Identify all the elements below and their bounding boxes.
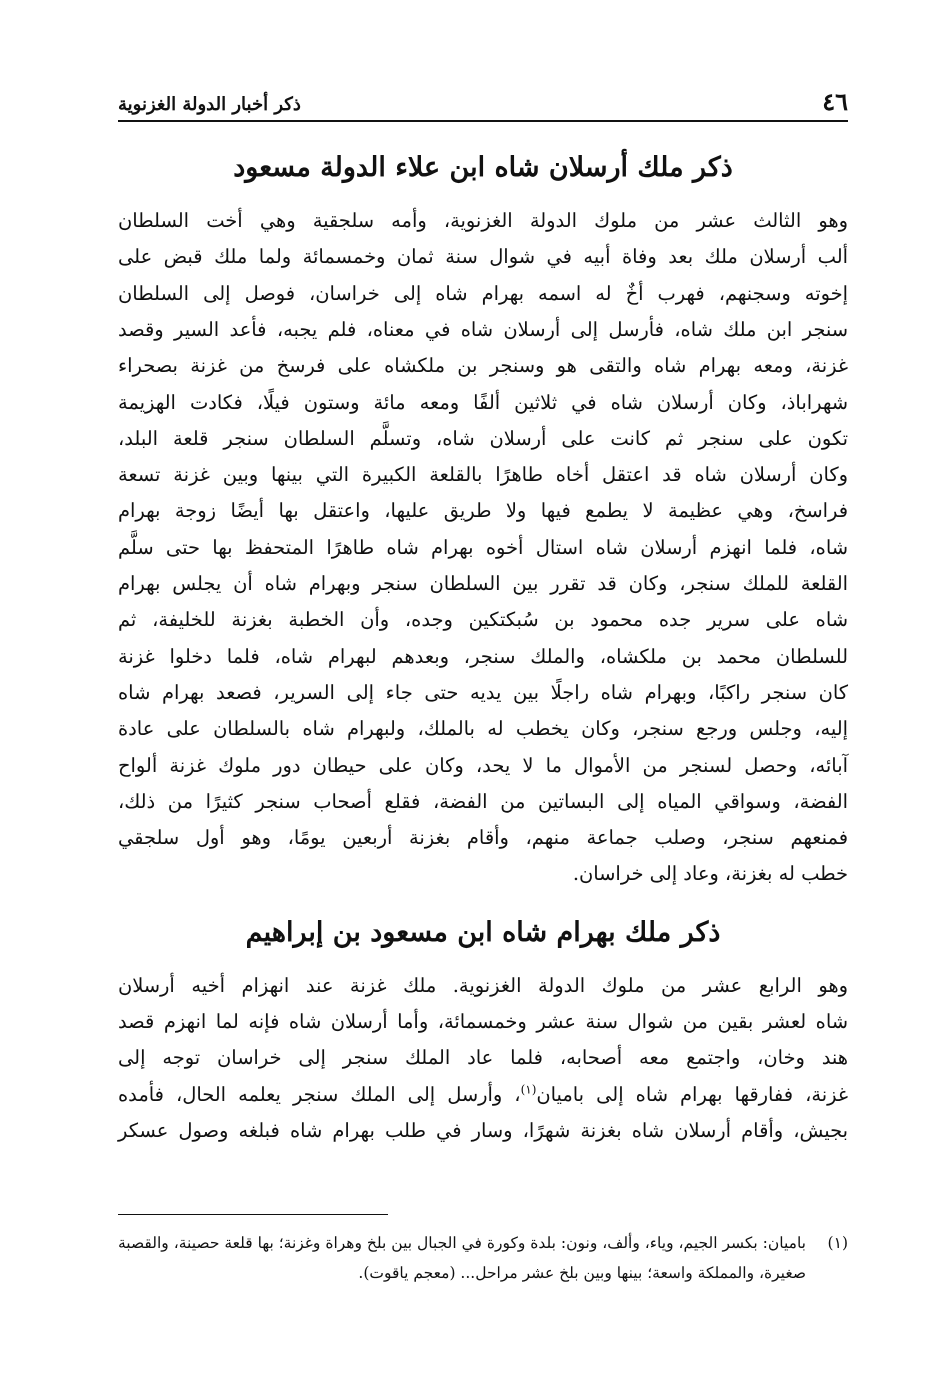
footnote-reference[interactable]: (١) [520, 1082, 537, 1097]
text-line: للسلطان محمد بن ملكشاه، والملك سنجر، وبعدهم لبهرام شاه، فلما دخلوا غزنة [118, 644, 848, 668]
text-line: تكون على سنجر ثم كانت على أرسلان شاه، وتسلَّم السلطان سنجر قلعة البلد، [118, 426, 848, 450]
text-line: خطب له بغزنة، وعاد إلى خراسان. [572, 862, 848, 886]
footnote-marker: (١) [827, 1234, 848, 1252]
text-line: إخوته وسجنهم، فهرب أخٌ له اسمه بهرام شاه إلى خراسان، فوصل إلى السلطان [118, 281, 848, 305]
text-line: بجيش، وأقام أرسلان شاه بغزنة شهرًا، وسار في طلب بهرام شاه فبلغه وصول عسكر [118, 1119, 848, 1143]
text-line: فراسخ، وهي عظيمة لا يطمع فيها ولا طريق عليها، واعتقل بها أيضًا زوجة بهرام [118, 499, 848, 523]
footnote-divider [118, 1214, 388, 1215]
text-line [118, 1077, 848, 1113]
book-page [118, 70, 848, 1350]
text-line: كان سنجر راكبًا، وبهرام شاه راجلًا بين يديه حتى جاء إلى السرير، فصعد بهرام شاه [118, 680, 848, 704]
text-line: شاه على سرير جده محمود بن سُبكتكين وجده، وأن الخطبة بغزنة للخليفة، ثم [118, 608, 848, 632]
text-segment: غزنة، ففارقها بهرام شاه إلى باميان [536, 1082, 848, 1106]
page-number: ٤٦ [822, 87, 848, 116]
text-line: غزنة، ومعه بهرام شاه والتقى هو وسنجر بن ملكشاه على فرسخ من غزنة بصحراء [118, 354, 848, 378]
text-line: ألب أرسلان ملك بعد وفاة أبيه في شوال سنة ثمان وخمسمائة ولما ملك قبض على [118, 245, 848, 269]
section-body-bahram-shah [118, 968, 848, 1149]
text-line: شاه لعشر بقين من شوال سنة عشر وخمسمائة، وأما أرسلان شاه فإنه لما انهزم قصد [118, 1010, 848, 1034]
section-title-bahram-shah: ذكر ملك بهرام شاه ابن مسعود بن إبراهيم [245, 916, 721, 948]
text-line: سنجر ابن ملك شاه، فأرسل إلى أرسلان شاه في معناه، فلم يجبه، فأعد السير وقصد [118, 317, 848, 341]
text-line: القلعة للملك سنجر، وكان قد تقرر بين السلطان سنجر وبهرام شاه أن يجلس بهرام [118, 572, 848, 596]
text-line: وكان أرسلان شاه قد اعتقل أخاه طاهرًا بالقلعة الكبيرة التي بينها وبين غزنة تسعة [118, 463, 848, 487]
text-line: هند وخان، واجتمع معه أصحابه، فلما عاد الملك سنجر إلى خراسان توجه إلى [118, 1046, 848, 1070]
running-title: ذكر أخبار الدولة الغزنوية [118, 94, 301, 115]
text-line: الفضة، وسواقي المياه إلى البساتين من الفضة، فقلع أصحاب سنجر كثيرًا من ذلك، [118, 789, 848, 813]
section-body-arslan-shah [118, 203, 848, 893]
section-title-arslan-shah: ذكر ملك أرسلان شاه ابن علاء الدولة مسعود [233, 152, 733, 183]
text-line: شهراباذ، وكان أرسلان شاه في ثلاثين ألفًا ومعه مائة وستون فيلًا، فكادت الهزيمة [118, 390, 848, 414]
text-segment: ، وأرسل إلى الملك سنجر يعلمه الحال، فأمده [118, 1082, 521, 1106]
text-line: آبائه، وحصل لسنجر من الأموال ما لا يحد، وكان على حيطان دور ملوك غزنة ألواح [118, 753, 848, 777]
text-line: شاه، فلما انهزم أرسلان شاه استال أخوه بهرام شاه طاهرًا المتحفظ بها حتى سلَّم [118, 535, 848, 559]
footnotes [118, 1228, 848, 1288]
running-header [118, 70, 848, 122]
footnote-text: باميان: بكسر الجيم، وياء، وألف، ونون: بلدة وكورة في الجبال بين بلخ وهراة وغزنة؛ بها قلعة حصينة، والقصبة صغيرة، والمملكة واسعة؛ بينها وبين بلخ عشر مراحل... (معجم ياقوت). [118, 1234, 806, 1282]
text-line: وهو الثالث عشر من ملوك الدولة الغزنوية، وأمه سلجقية وهي أخت السلطان [118, 209, 848, 233]
text-line: وهو الرابع عشر من ملوك الدولة الغزنوية. ملك غزنة عند انهزام أخيه أرسلان [118, 973, 848, 997]
text-line: إليه، وجلس ورجع سنجر، وكان يخطب له بالملك، ولبهرام شاه بالسلطان على عادة [118, 717, 848, 741]
text-line: فمنعهم سنجر، وصلب جماعة منهم، وأقام بغزنة أربعين يومًا، وهو أول سلجقي [118, 826, 848, 850]
footnote-item [118, 1228, 848, 1288]
